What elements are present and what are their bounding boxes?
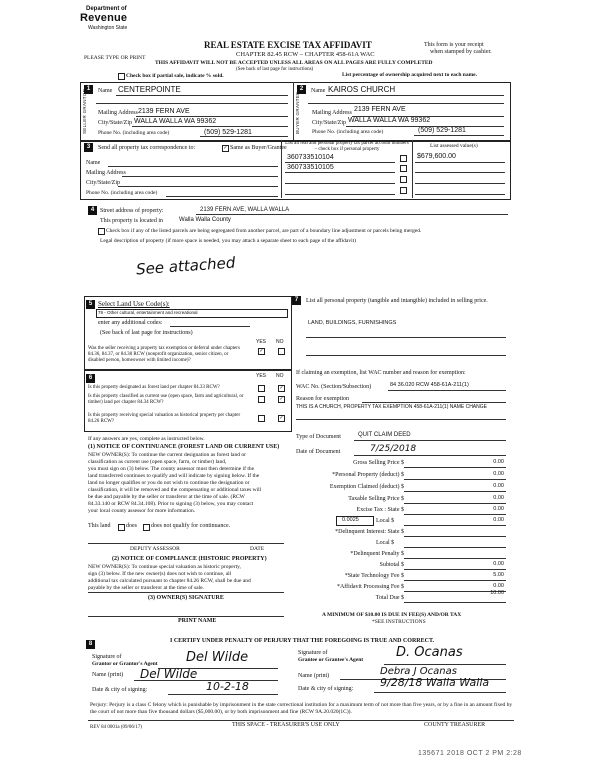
local-value[interactable]: 0.00 [493, 517, 504, 523]
section-number-5: 5 [86, 300, 95, 309]
personal-property-value[interactable]: LAND, BUILDINGS, FURNISHINGS [308, 320, 397, 326]
assessed-value[interactable]: $679,600.00 [417, 153, 456, 160]
see-instructions-note: *SEE INSTRUCTIONS [372, 619, 426, 625]
buyer-city[interactable]: WALLA WALLA WA 99362 [348, 117, 431, 124]
s3-city-label: City/State/Zip [86, 180, 120, 186]
delinquent-local-label: Local $ [376, 540, 395, 546]
grantor-name-print[interactable]: Del Wilde [140, 667, 198, 681]
same-as-buyer-checkbox[interactable]: ✓ [223, 145, 228, 151]
legal-desc-handwritten[interactable]: See attached [135, 253, 236, 279]
certify-statement: I CERTIFY UNDER PENALTY OF PERJURY THAT THE FOREGOING IS TRUE AND CORRECT. [170, 638, 435, 644]
same-as-buyer-label: Same as Buyer/Grantee [230, 145, 287, 151]
additional-codes-label: enter any additional codes: [98, 320, 163, 326]
delinquent-state-label: *Delinquent Interest: State $ [335, 529, 404, 535]
buyer-side-label: BUYER GRANTEE [295, 91, 300, 134]
grantor-name-label: Name (print) [92, 672, 124, 678]
s3-name-label: Name [86, 160, 101, 166]
segregated-checkbox[interactable] [98, 228, 105, 235]
doc-date-label: Date of Document [296, 449, 341, 455]
historic-yes-checkbox[interactable] [258, 415, 265, 422]
wac-value[interactable]: 84 36.020 RCW 458-61A-211(1) [390, 382, 469, 388]
seller-mailing[interactable]: 2139 FERN AVE [138, 108, 190, 115]
grantor-sig-label-2: Grantor or Grantor's Agent [92, 661, 158, 667]
minimum-due-note: A MINIMUM OF $10.00 IS DUE IN FEE(S) AND/OR TAX [322, 612, 462, 618]
parcel-3-personal-checkbox[interactable] [400, 176, 407, 183]
s6-yes-label: YES [256, 373, 267, 379]
gross-price-label: Gross Selling Price $ [353, 460, 404, 466]
legal-desc-label: Legal description of property (if more space is needed, you may attach a separate sheet to each page of the affidavit) [100, 238, 356, 244]
buyer-name-label: Name [311, 88, 326, 94]
ownership-note: List percentage of ownership acquired next to each name. [342, 72, 477, 78]
tech-fee-value[interactable]: 5.00 [493, 572, 504, 578]
if-yes-note: If any answers are yes, complete as instructed below. [88, 436, 205, 442]
print-name-label: PRINT NAME [178, 618, 217, 624]
subtotal-label: Subtotal $ [379, 562, 404, 568]
personal-deduct-value[interactable]: 0.00 [493, 471, 504, 477]
reason-value[interactable]: THIS IS A CHURCH, PROPERTY TAX EXEMPTION 458-61A-211(1) NAME CHANGE [296, 404, 487, 410]
grantee-date-label: Date & city of signing: [298, 686, 354, 692]
current-use-no-checkbox[interactable]: ✓ [279, 396, 284, 402]
parcel-header: List all real and personal property tax parcel account numbers – check box if personal property [285, 141, 409, 152]
grantor-sig-label-1: Signature of [92, 654, 122, 660]
gross-price-value[interactable]: 0.00 [493, 459, 504, 465]
agency-line1: Department of [86, 6, 127, 12]
seller-mailing-label: Mailing Address [98, 110, 138, 116]
deputy-assessor-label: DEPUTY ASSESSOR [130, 546, 180, 552]
please-type: PLEASE TYPE OR PRINT [84, 55, 146, 61]
parcel-2-personal-checkbox[interactable] [400, 165, 407, 172]
assessed-header: List assessed value(s) [430, 143, 478, 149]
forest-no-checkbox[interactable]: ✓ [279, 385, 284, 391]
land-use-label: Select Land Use Code(s): [98, 300, 170, 308]
street-address[interactable]: 2139 FERN AVE, WALLA WALLA [200, 207, 290, 213]
parcel-number-2[interactable]: 360733510105 [287, 164, 334, 171]
county-treasurer: COUNTY TREASURER [424, 722, 486, 728]
located-label: This property is located in [100, 218, 163, 224]
s6-no-label: NO [276, 373, 284, 379]
section-number-4: 4 [88, 206, 97, 215]
receipt-note-1: This form is your receipt [424, 42, 484, 48]
doc-type-value[interactable]: QUIT CLAIM DEED [358, 432, 411, 438]
affidavit-fee-value[interactable]: 0.00 [493, 583, 504, 589]
total-due-value[interactable]: 10.00 [490, 590, 504, 596]
seller-phone[interactable]: (509) 529-1281 [204, 129, 252, 136]
notice1-title: (1) NOTICE OF CONTINUANCE (FOREST LAND OR CURRENT USE) [88, 444, 280, 450]
historic-question: Is this property receiving special valuation as historical property per chapter 84.26 RCW? [88, 413, 241, 424]
land-does-label: does [126, 523, 137, 529]
exemption-deduct-label: Exemption Claimed (deduct) $ [329, 484, 404, 490]
form-warning: THIS AFFIDAVIT WILL NOT BE ACCEPTED UNLESS ALL AREAS ON ALL PAGES ARE FULLY COMPLETED [155, 60, 433, 66]
section-number-6: 6 [86, 374, 95, 383]
seller-city[interactable]: WALLA WALLA WA 99362 [134, 118, 217, 125]
land-use-value: 79 - Other cultural, entertainment and recreational [98, 310, 198, 315]
forest-question: Is this property designated as forest land per chapter 84.33 RCW? [88, 385, 220, 390]
land-does-not-label: does not qualify for continuance. [151, 523, 231, 529]
form-revision: REV 84 0001a (09/06/17) [90, 725, 142, 730]
grantee-sig-label-2: Grantee or Grantee's Agent [298, 657, 364, 663]
excise-state-value[interactable]: 0.00 [493, 506, 504, 512]
deputy-date-label: DATE [250, 546, 265, 552]
grantor-date-label: Date & city of signing: [92, 687, 148, 693]
s3-mailing-label: Mailing Address [86, 170, 126, 176]
buyer-name[interactable]: KAIROS CHURCH [328, 85, 396, 94]
doc-type-label: Type of Document [296, 434, 341, 440]
grantee-name-label: Name (print) [298, 673, 330, 679]
historic-no-checkbox[interactable]: ✓ [279, 415, 284, 421]
parcel-1-personal-checkbox[interactable] [400, 155, 407, 162]
claim-exemption-label: If claiming an exemption, list WAC number and reason for exemption: [296, 370, 466, 376]
exemption-yes-checkbox[interactable]: ✓ [259, 348, 264, 354]
send-correspondence-label: Send all property tax correspondence to: [98, 145, 196, 151]
penalty-label: *Delinquent Penalty $ [350, 551, 404, 557]
grantee-signature[interactable]: D. Ocanas [396, 645, 463, 660]
local-label: Local $ [376, 518, 395, 524]
agency-line3: Washington State [88, 25, 128, 31]
land-use-see-back: (See back of last page for instructions) [100, 330, 193, 336]
grantor-date[interactable]: 10-2-18 [206, 680, 249, 693]
taxable-price-value[interactable]: 0.00 [493, 495, 504, 501]
buyer-mailing[interactable]: 2139 FERN AVE [354, 106, 406, 113]
buyer-phone-label: Phone No. (including area code) [312, 129, 384, 135]
s5-yes-label: YES [256, 339, 267, 345]
receipt-note-2: when stamped by cashier. [430, 49, 492, 55]
partial-sale-checkbox[interactable] [118, 73, 125, 80]
seller-side-label: SELLER GRANTOR [82, 88, 87, 134]
parcel-number-1[interactable]: 360733510104 [287, 154, 334, 161]
buyer-phone[interactable]: (509) 529-1281 [418, 127, 466, 134]
wac-label: WAC No. (Section/Subsection) [296, 384, 372, 390]
treasurer-use-only: THIS SPACE - TREASURER'S USE ONLY [232, 722, 340, 728]
grantee-date[interactable]: 9/28/18 Walla Walla [380, 676, 490, 689]
section-number-1: 1 [84, 85, 93, 94]
s3-phone-label: Phone No. (including area code) [86, 190, 158, 196]
this-land-label: This land [88, 523, 111, 529]
land-does-not-checkbox[interactable] [143, 524, 150, 531]
doc-date-value[interactable]: 7/25/2018 [370, 444, 417, 454]
section-number-7: 7 [292, 296, 301, 305]
seller-city-label: City/State/Zip [98, 120, 132, 126]
section-number-3: 3 [84, 143, 93, 152]
exemption-question: Was the seller receiving a property tax exemption or deferral under chapters 84.36, 84.37, or 84.38 RCW (nonprofit organization, senior citizen, or disabled person, homeowner with limited income)? [88, 346, 240, 363]
grantee-sig-label-1: Signature of [298, 650, 328, 656]
see-back-note: (See back of last page for instructions) [236, 67, 314, 72]
grantee-name-print[interactable]: Debra J Ocanas [380, 666, 457, 677]
personal-property-label: List all personal property (tangible and intangible) included in selling price. [306, 298, 488, 304]
taxable-price-label: Taxable Selling Price $ [348, 496, 404, 502]
total-due-label: Total Due $ [375, 595, 404, 601]
partial-sale-label: Check box if partial sale, indicate % sold. [126, 73, 224, 79]
seller-name-label: Name [98, 88, 113, 94]
current-use-question: Is this property classified as current use (open space, farm and agricultural, or timber) land per chapter 84.34 RCW? [88, 394, 244, 405]
seller-name[interactable]: CENTERPOINTE [118, 85, 181, 94]
land-does-checkbox[interactable] [118, 524, 125, 531]
seller-phone-label: Phone No. (including area code) [98, 130, 170, 136]
subtotal-value[interactable]: 0.00 [493, 561, 504, 567]
exemption-deduct-value[interactable]: 0.00 [493, 483, 504, 489]
notice2-title: (2) NOTICE OF COMPLIANCE (HISTORIC PROPERTY) [112, 556, 267, 562]
parcel-4-personal-checkbox[interactable] [400, 187, 407, 194]
current-use-yes-checkbox[interactable] [258, 396, 265, 403]
section-number-2: 2 [297, 85, 306, 94]
s5-no-label: NO [276, 339, 284, 345]
local-rate: 0.0025 [342, 517, 359, 523]
forest-yes-checkbox[interactable] [258, 385, 265, 392]
excise-state-label: Excise Tax : State $ [356, 507, 404, 513]
tech-fee-label: *State Technology Fee $ [344, 573, 404, 579]
exemption-no-checkbox[interactable] [278, 348, 285, 355]
street-label: Street address of property: [100, 208, 164, 214]
buyer-mailing-label: Mailing Address [312, 110, 352, 116]
grantor-signature[interactable]: Del Wilde [186, 650, 249, 665]
form-title: REAL ESTATE EXCISE TAX AFFIDAVIT [204, 40, 372, 50]
form-chapter: CHAPTER 82.45 RCW – CHAPTER 458-61A WAC [236, 51, 375, 58]
perjury-statement: Perjury: Perjury is a class C felony which is punishable by imprisonment in the state correctional institution for a maximum term of not more than five years, or by a fine in an amount fixed by the court of not more than five thousand dollars ($5,000.00), or by both imprisonment and fine (RCW 9A.20.020(1C)). [90, 702, 513, 715]
personal-deduct-label: *Personal Property (deduct) $ [332, 472, 404, 478]
section-number-8: 8 [86, 640, 95, 649]
affidavit-fee-label: *Affidavit Processing Fee $ [336, 584, 404, 590]
treasurer-stamp: 135671 2018 OCT 2 PM 2:28 [418, 750, 522, 757]
agency-logo: Revenue [80, 12, 128, 24]
reason-label: Reason for exemption [296, 396, 349, 402]
buyer-city-label: City/State/Zip [312, 120, 346, 126]
located-county[interactable]: Walla Walla County [179, 217, 231, 223]
segregated-label: Check box if any of the listed parcels are being segregated from another parcel, are part of a boundary line adjustment or parcels being merged. [106, 228, 422, 234]
owner-signature-label: (3) OWNER(S) SIGNATURE [148, 595, 224, 601]
